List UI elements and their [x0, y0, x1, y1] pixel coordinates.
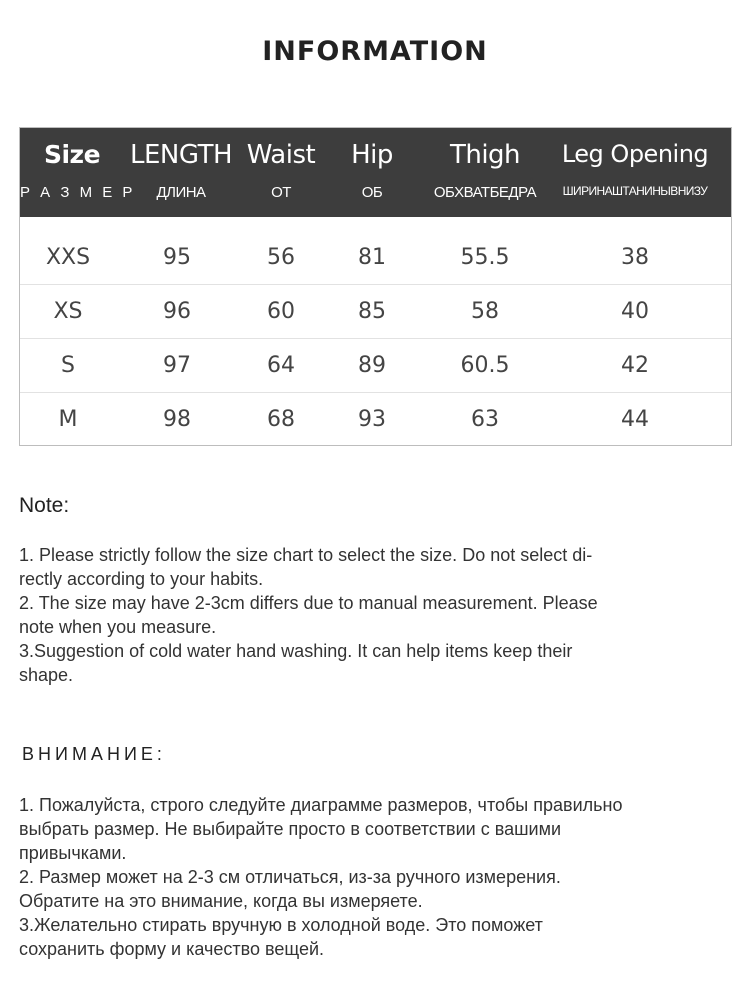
leg-opening-cell: 38	[621, 245, 649, 270]
waist-cell: 64	[267, 353, 295, 378]
note-line: note when you measure.	[19, 617, 217, 637]
notice-ru-line: привычками.	[19, 843, 127, 863]
table-row	[20, 231, 731, 285]
header-hip-sublabel: ОБ	[361, 184, 383, 201]
size-chart-table	[19, 127, 732, 446]
header-length	[124, 128, 238, 217]
header-leg-opening-sublabel: ШИРИНАШТАНИНЫВНИЗУ	[562, 184, 708, 198]
waist-cell: 56	[267, 245, 295, 270]
length-cell: 96	[163, 299, 191, 324]
note-line: rectly according to your habits.	[19, 569, 264, 589]
waist-cell: 60	[267, 299, 295, 324]
header-waist-label: Waist	[246, 140, 316, 170]
note-line: shape.	[19, 665, 74, 685]
header-leg-opening-label: Leg Opening	[561, 140, 709, 168]
table-header	[20, 128, 731, 217]
size-cell: XXS	[45, 245, 91, 270]
header-thigh-sublabel: ОБХВАТБЕДРА	[433, 184, 537, 201]
hip-cell: 81	[358, 245, 386, 270]
note-line: 1. Please strictly follow the size chart to select the size. Do not select di-	[19, 545, 593, 565]
leg-opening-cell: 40	[621, 299, 649, 324]
notice-ru-line: сохранить форму и качество вещей.	[19, 939, 325, 959]
header-leg-opening	[550, 128, 720, 217]
note-line: 3.Suggestion of cold water hand washing. It can help items keep their	[19, 641, 573, 661]
header-waist	[238, 128, 324, 217]
table-row	[20, 339, 731, 393]
note-heading: Note:	[19, 494, 70, 517]
table-row	[20, 285, 731, 339]
notice-ru-line: выбрать размер. Не выбирайте просто в соответствии с вашими	[19, 819, 562, 839]
size-cell: M	[58, 407, 78, 432]
leg-opening-cell: 42	[621, 353, 649, 378]
header-length-label: LENGTH	[129, 140, 232, 170]
thigh-cell: 63	[471, 407, 499, 432]
notice-ru-line: Обратите на это внимание, когда вы измеряете.	[19, 891, 423, 911]
page-title: INFORMATION	[262, 36, 488, 67]
hip-cell: 89	[358, 353, 386, 378]
thigh-cell: 60.5	[460, 353, 510, 378]
waist-cell: 68	[267, 407, 295, 432]
notice-ru-line: 2. Размер может на 2-3 см отличаться, из-за ручного измерения.	[19, 867, 561, 887]
length-cell: 98	[163, 407, 191, 432]
size-cell: S	[61, 353, 75, 378]
header-hip	[324, 128, 420, 217]
hip-cell: 85	[358, 299, 386, 324]
leg-opening-cell: 44	[621, 407, 649, 432]
notice-ru-line: 1. Пожалуйста, строго следуйте диаграмме размеров, чтобы правильно	[19, 795, 623, 815]
table-row	[20, 393, 731, 447]
note-line: 2. The size may have 2-3cm differs due to manual measurement. Please	[19, 593, 598, 613]
notice-ru-heading: ВНИМАНИЕ:	[22, 744, 166, 764]
length-cell: 97	[163, 353, 191, 378]
thigh-cell: 55.5	[460, 245, 510, 270]
notice-ru-text	[19, 793, 719, 961]
length-cell: 95	[163, 245, 191, 270]
header-thigh-label: Thigh	[449, 140, 521, 170]
header-size	[20, 128, 136, 217]
header-hip-label: Hip	[351, 140, 393, 170]
header-length-sublabel: ДЛИНА	[156, 184, 206, 201]
header-thigh	[420, 128, 550, 217]
hip-cell: 93	[358, 407, 386, 432]
notice-ru-line: 3.Желательно стирать вручную в холодной воде. Это поможет	[19, 915, 543, 935]
header-waist-sublabel: ОТ	[271, 184, 291, 201]
size-cell: XS	[53, 299, 83, 324]
thigh-cell: 58	[471, 299, 499, 324]
header-size-sublabel: Р А З М Е Р	[20, 184, 136, 201]
note-text	[19, 543, 719, 687]
header-size-label: Size	[43, 140, 101, 169]
